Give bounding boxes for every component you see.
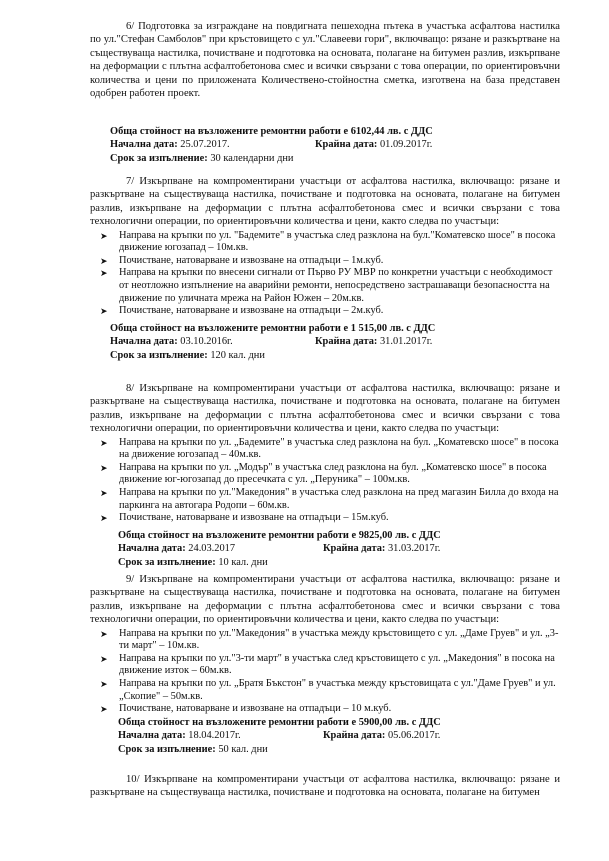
- item-paragraph: 8/ Изкърпване на компроментирани участъци от асфалтова настилка, включващо: рязане и разкъртване на съществуваща настилка, почистване и подготовка на основата, полагане на битумен разлив, изкърпване на деформации с плътна асфалтобетонова смес и всички свързани с това технологични операции, по ориентировъчни количества и цени, както следва по участъци:: [90, 383, 560, 435]
- item-paragraph: 7/ Изкърпване на компроментирани участъци от асфалтова настилка, включващо: рязане и разкъртване на съществуваща настилка, почистване и подготовка на основата, полагане на битумен разлив, изкърпване на деформации с плътна асфалтобетонова смес и всички свързани с това технологични операции, по ориентировъчни количества и цени, както следва по участъци:: [90, 176, 560, 228]
- item-10: [90, 773, 560, 800]
- item-8-summary: [118, 529, 558, 569]
- end-date: [315, 335, 432, 348]
- item-6-summary: [110, 125, 550, 165]
- end-date-value: 31.03.2017г.: [387, 543, 441, 555]
- arrow-bullet-icon: ➤: [100, 255, 108, 266]
- term-row: [118, 556, 558, 569]
- end-date-label: Крайна дата:: [315, 139, 378, 151]
- start-date-label: Начална дата:: [110, 139, 178, 151]
- start-date-value: 18.04.2017г.: [188, 730, 241, 742]
- start-date-value: 25.07.2017.: [180, 139, 230, 151]
- item-9-bullets: [90, 628, 560, 716]
- arrow-bullet-icon: ➤: [100, 704, 108, 715]
- term-row: [110, 349, 550, 362]
- item-paragraph: 6/ Подготовка за изграждане на повдигната пешеходна пътека в участъка асфалтова настилка по ул."Стефан Самболов" при кръстовището с ул."Славееви гори", включващо: рязане и разкъртване на съществуваща настилка, почистване и подготовка на основата, полагане на битумен разлив, изкърпване на деформации с плътна асфалтобетонова смес и всички свързани с това операции, по ориентировъчни количества и цени по приложената Количествено-стойностна сметка, изготвена на база представен одобрен работен проект.: [90, 21, 560, 100]
- arrow-bullet-icon: ➤: [100, 230, 108, 241]
- term-label: Срок за изпълнение:: [110, 152, 208, 164]
- term-value: 10 кал. дни: [218, 556, 268, 568]
- end-date-value: 05.06.2017г.: [387, 730, 441, 742]
- term-label: Срок за изпълнение:: [118, 743, 216, 755]
- term-value: 50 кал. дни: [218, 743, 268, 755]
- list-item: ➤ Направа на кръпки по ул. "Бадемите" в участъка след разклона на бул."Коматевско шосе" в посока движение югозапад – 10м.кв.: [100, 229, 556, 254]
- term-row: [118, 743, 558, 756]
- term-label: Срок за изпълнение:: [118, 556, 216, 568]
- arrow-bullet-icon: ➤: [100, 437, 108, 448]
- term-value: 30 календарни дни: [210, 152, 294, 164]
- end-date-value: 01.09.2017г.: [379, 139, 433, 151]
- end-date-label: Крайна дата:: [323, 543, 386, 555]
- total-cost: Обща стойност на възложените ремонтни работи е 5900,00 лв. с ДДС: [118, 717, 441, 728]
- term-row: [110, 152, 550, 165]
- list-item: ➤ Направа на кръпки по ул."Македония" в участъка след разклона на пред магазин Билла до входа на паркинга на автогара Родопи – 60м.кв.: [100, 487, 559, 511]
- arrow-bullet-icon: ➤: [100, 268, 108, 279]
- list-item: ➤ Направа на кръпки по внесени сигнали от Първо РУ МВР по конкретни участъци с необходимост от неотложно изпълнение на аварийни ремонти, непосредствено застрашаващи безопасността на движение по уличната мрежа на Район Южен – 20м.кв.: [100, 267, 553, 304]
- list-item: ➤ Почистване, натоварване и извозване на отпадъци – 1м.куб.: [100, 254, 384, 266]
- list-item: ➤ Направа на кръпки по ул. „Бадемите" в участъка след разклона на бул. „Коматевско шосе" в посока на движение югозапад – 40м.кв.: [100, 436, 559, 461]
- list-item: ➤ Почистване, натоварване и извозване на отпадъци – 2м.куб.: [100, 305, 384, 317]
- arrow-bullet-icon: ➤: [100, 488, 108, 498]
- list-item: ➤ Направа на кръпки по ул. „Братя Бъкстон" в участъка между кръстовищата с ул."Даме Груев" и ул. „Скопие" – 50м.кв.: [100, 678, 556, 702]
- arrow-bullet-icon: ➤: [100, 462, 108, 473]
- start-date-label: Начална дата:: [110, 336, 178, 348]
- end-date: [315, 138, 432, 151]
- list-item: ➤ Направа на кръпки по ул. „Модър" в участъка след разклона на бул. „Коматевско шосе" в посока движение юг-югозапад до пресечката с ул. „Перуника" – 100м.кв.: [100, 461, 547, 486]
- item-7-bullets: [90, 230, 560, 318]
- dates-row: [118, 729, 558, 742]
- item-paragraph: 10/ Изкърпване на компроментирани участъци от асфалтова настилка, включващо: рязане и разкъртване на съществуваща настилка, почистване и подготовка на основата, полагане на битумен: [90, 774, 560, 799]
- item-7: [90, 175, 560, 318]
- end-date-value: 31.01.2017г.: [379, 336, 433, 348]
- item-6: [90, 20, 560, 100]
- start-date-value: 03.10.2016г.: [180, 336, 233, 348]
- list-item: ➤ Почистване, натоварване и извозване на отпадъци – 15м.куб.: [100, 512, 389, 524]
- arrow-bullet-icon: ➤: [100, 513, 108, 524]
- total-cost: Обща стойност на възложените ремонтни работи е 9825,00 лв. с ДДС: [118, 530, 441, 541]
- item-8-bullets: [90, 437, 560, 525]
- dates-row: [110, 335, 550, 348]
- end-date: [323, 729, 440, 742]
- start-date-label: Начална дата:: [118, 730, 186, 742]
- end-date-label: Крайна дата:: [315, 336, 378, 348]
- dates-row: [118, 542, 558, 555]
- dates-row: [110, 138, 550, 151]
- arrow-bullet-icon: ➤: [100, 628, 108, 639]
- arrow-bullet-icon: ➤: [100, 679, 108, 689]
- term-value: 120 кал. дни: [210, 349, 265, 361]
- arrow-bullet-icon: ➤: [100, 653, 108, 664]
- item-7-summary: [110, 322, 550, 362]
- arrow-bullet-icon: ➤: [100, 306, 108, 317]
- total-cost: Обща стойност на възложените ремонтни работи е 6102,44 лв. с ДДС: [110, 126, 433, 137]
- start-date-value: 24.03.2017: [188, 543, 236, 555]
- end-date: [323, 542, 440, 555]
- start-date-label: Начална дата:: [118, 543, 186, 555]
- item-9: [90, 573, 560, 716]
- item-8: [90, 382, 560, 525]
- end-date-label: Крайна дата:: [323, 730, 386, 742]
- list-item: ➤ Направа на кръпки по ул."3-ти март" в участъка след кръстовището с ул. „Македония" в посока на движение изток – 60м.кв.: [100, 652, 555, 677]
- total-cost: Обща стойност на възложените ремонтни работи е 1 515,00 лв. с ДДС: [110, 323, 436, 334]
- term-label: Срок за изпълнение:: [110, 349, 208, 361]
- item-9-summary: [118, 716, 558, 756]
- list-item: ➤ Почистване, натоварване и извозване на отпадъци – 10 м.куб.: [100, 703, 392, 715]
- list-item: ➤ Направа на кръпки по ул."Македония" в участъка между кръстовището с ул. „Даме Груев" и ул. „3-ти март" – 10м.кв.: [100, 627, 559, 652]
- item-paragraph: 9/ Изкърпване на компроментирани участъци от асфалтова настилка, включващо: рязане и разкъртване на съществуваща настилка, почистване и подготовка на основата, полагане на битумен разлив, изкърпване на деформации с плътна асфалтобетонова смес и всички свързани с това технологични операции, по ориентировъчни количества и цени, както следва по участъци:: [90, 574, 560, 626]
